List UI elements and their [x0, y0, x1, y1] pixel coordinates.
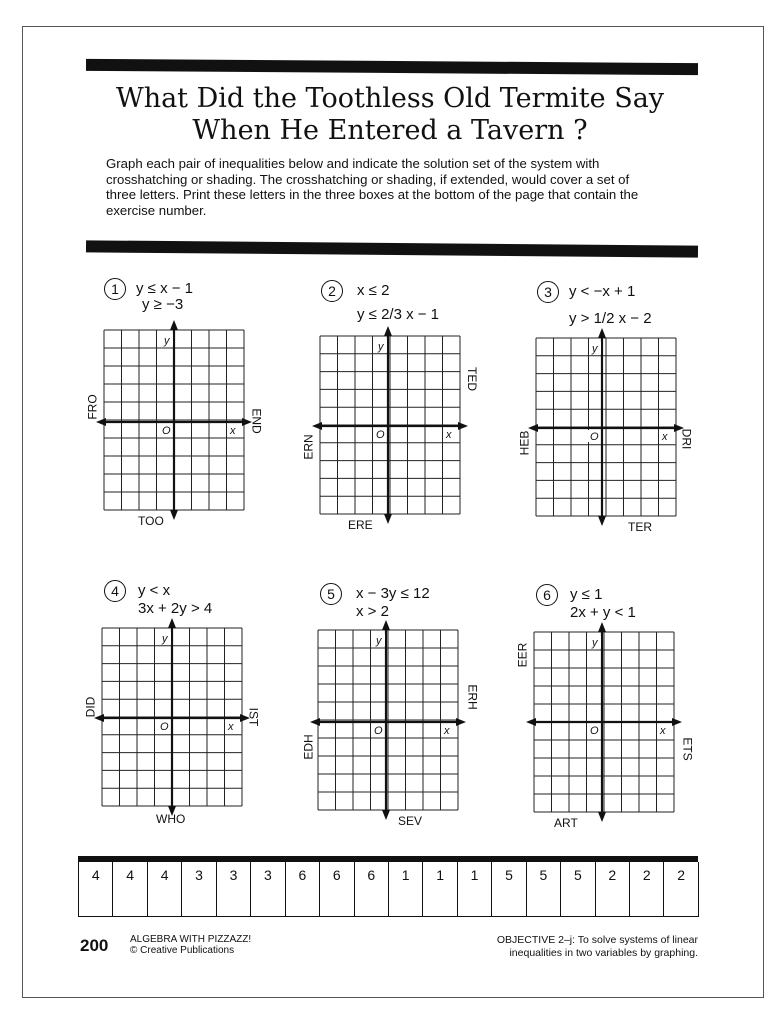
answer-letter-box[interactable] — [664, 889, 698, 916]
label-end: END — [249, 408, 264, 434]
coordinate-grid-3[interactable] — [536, 338, 676, 516]
y-axis-label: y — [592, 343, 598, 355]
problem-2-ineq1: x ≤ 2 — [357, 282, 390, 299]
y-axis-label: y — [376, 635, 382, 647]
problem-5-ineq1: x − 3y ≤ 12 — [356, 585, 430, 602]
page-title-line2: When He Entered a Tavern ? — [192, 115, 588, 146]
answer-letter-box[interactable] — [217, 889, 251, 916]
answer-letter-box[interactable] — [320, 889, 354, 916]
problem-number-4: 4 — [104, 580, 126, 602]
problem-6-ineq1: y ≤ 1 — [570, 586, 603, 603]
instructions: Graph each pair of inequalities below and indicate the solution set of the system with crosshatching or shading. The crosshatching or shading, if extended, would cover a set of three letters. Print these letters in the three boxes at the bottom of the page that contain the exercise number. — [106, 156, 639, 218]
answer-number: 5 — [561, 862, 595, 889]
answer-letter-box[interactable] — [561, 889, 595, 916]
x-axis-label: x — [230, 425, 236, 437]
answer-letter-box[interactable] — [355, 889, 389, 916]
label-sev: SEV — [398, 814, 423, 828]
answer-number: 1 — [458, 862, 492, 889]
answer-number: 5 — [492, 862, 526, 889]
y-axis-label: y — [592, 637, 598, 649]
answer-number: 6 — [355, 862, 389, 889]
y-axis-label: y — [164, 335, 170, 347]
problem-2-ineq2: y ≤ 2/3 x − 1 — [357, 306, 440, 323]
answer-letter-box[interactable] — [148, 889, 182, 916]
answer-number: 6 — [320, 862, 354, 889]
answer-number: 5 — [527, 862, 561, 889]
origin-label: O — [590, 431, 599, 443]
objective-line2: inequalities in two variables by graphing. — [509, 947, 698, 959]
label-fro: FRO — [85, 394, 100, 420]
problem-5-ineq2: x > 2 — [356, 603, 389, 620]
answer-number: 2 — [630, 862, 664, 889]
answer-letter-box[interactable] — [423, 889, 457, 916]
answer-letter-box[interactable] — [527, 889, 561, 916]
problem-4-ineq1: y < x — [138, 582, 171, 599]
x-axis-label: x — [660, 725, 666, 737]
answer-letter-box[interactable] — [458, 889, 492, 916]
label-edh: EDH — [301, 734, 316, 760]
answer-number: 1 — [389, 862, 423, 889]
answer-letter-box[interactable] — [286, 889, 320, 916]
answer-number: 4 — [79, 862, 113, 889]
problem-1-ineq2: y ≥ −3 — [142, 296, 184, 313]
answer-letter-box[interactable] — [492, 889, 526, 916]
answer-letter-box[interactable] — [79, 889, 113, 916]
label-ist: IST — [246, 707, 261, 727]
x-axis-label: x — [662, 431, 668, 443]
origin-label: O — [376, 429, 385, 441]
answer-letter-box[interactable] — [596, 889, 630, 916]
problem-number-3: 3 — [537, 281, 559, 303]
answer-number: 3 — [182, 862, 216, 889]
problem-number-1: 1 — [104, 278, 126, 300]
problem-3-ineq2: y > 1/2 x − 2 — [569, 310, 652, 327]
origin-label: O — [162, 425, 171, 437]
coordinate-grid-5[interactable] — [318, 630, 458, 810]
label-ets: ETS — [680, 737, 695, 761]
origin-label: O — [160, 721, 169, 733]
answer-letter-row — [78, 889, 699, 917]
answer-letter-box[interactable] — [630, 889, 664, 916]
answer-number: 2 — [664, 862, 698, 889]
label-dri: DRI — [679, 428, 694, 450]
label-did: DID — [83, 696, 98, 718]
answer-letter-box[interactable] — [182, 889, 216, 916]
answer-number: 6 — [286, 862, 320, 889]
objective — [497, 934, 698, 960]
objective-line1: OBJECTIVE 2–j: To solve systems of linear — [496, 934, 698, 946]
label-ted: TED — [465, 367, 479, 391]
x-axis-label: x — [446, 429, 452, 441]
book-credit — [130, 934, 251, 956]
answer-number: 4 — [148, 862, 182, 889]
answer-number: 3 — [251, 862, 285, 889]
problem-number-2: 2 — [321, 280, 343, 302]
label-ter: TER — [628, 520, 652, 534]
answer-number: 4 — [113, 862, 147, 889]
y-axis-label: y — [378, 341, 384, 353]
page-number: 200 — [80, 936, 109, 955]
answer-letter-box[interactable] — [113, 889, 147, 916]
answer-table — [78, 856, 698, 916]
x-axis-label: x — [228, 721, 234, 733]
problem-1-ineq1: y ≤ x − 1 — [136, 280, 194, 297]
coordinate-grid-4[interactable] — [102, 628, 242, 806]
label-art: ART — [554, 816, 578, 830]
coordinate-grid-2[interactable] — [320, 336, 460, 514]
problem-3-ineq1: y < −x + 1 — [569, 283, 636, 300]
label-heb: HEB — [517, 430, 532, 456]
problem-number-6: 6 — [536, 584, 558, 606]
book-title: ALGEBRA WITH PIZZAZZ! — [130, 934, 252, 945]
x-axis-label: x — [444, 725, 450, 737]
answer-letter-box[interactable] — [389, 889, 423, 916]
label-ere: ERE — [348, 518, 373, 532]
page-title-line1: What Did the Toothless Old Termite Say — [115, 83, 665, 114]
answer-number: 1 — [423, 862, 457, 889]
label-erh: ERH — [465, 684, 480, 710]
answer-number-row — [78, 862, 699, 889]
label-who: WHO — [156, 812, 186, 826]
y-axis-label: y — [162, 633, 168, 645]
label-eer: EER — [515, 642, 530, 668]
answer-number: 2 — [596, 862, 630, 889]
coordinate-grid-6[interactable] — [534, 632, 674, 812]
label-ern: ERN — [301, 434, 316, 460]
coordinate-grid-1[interactable] — [104, 330, 244, 510]
label-too: TOO — [138, 514, 164, 528]
problem-4-ineq2: 3x + 2y > 4 — [138, 600, 213, 617]
origin-label: O — [590, 725, 599, 737]
problem-number-5: 5 — [320, 583, 342, 605]
answer-number: 3 — [217, 862, 251, 889]
copyright: © Creative Publications — [130, 945, 235, 956]
answer-letter-box[interactable] — [251, 889, 285, 916]
problem-6-ineq2: 2x + y < 1 — [570, 604, 636, 621]
origin-label: O — [374, 725, 383, 737]
